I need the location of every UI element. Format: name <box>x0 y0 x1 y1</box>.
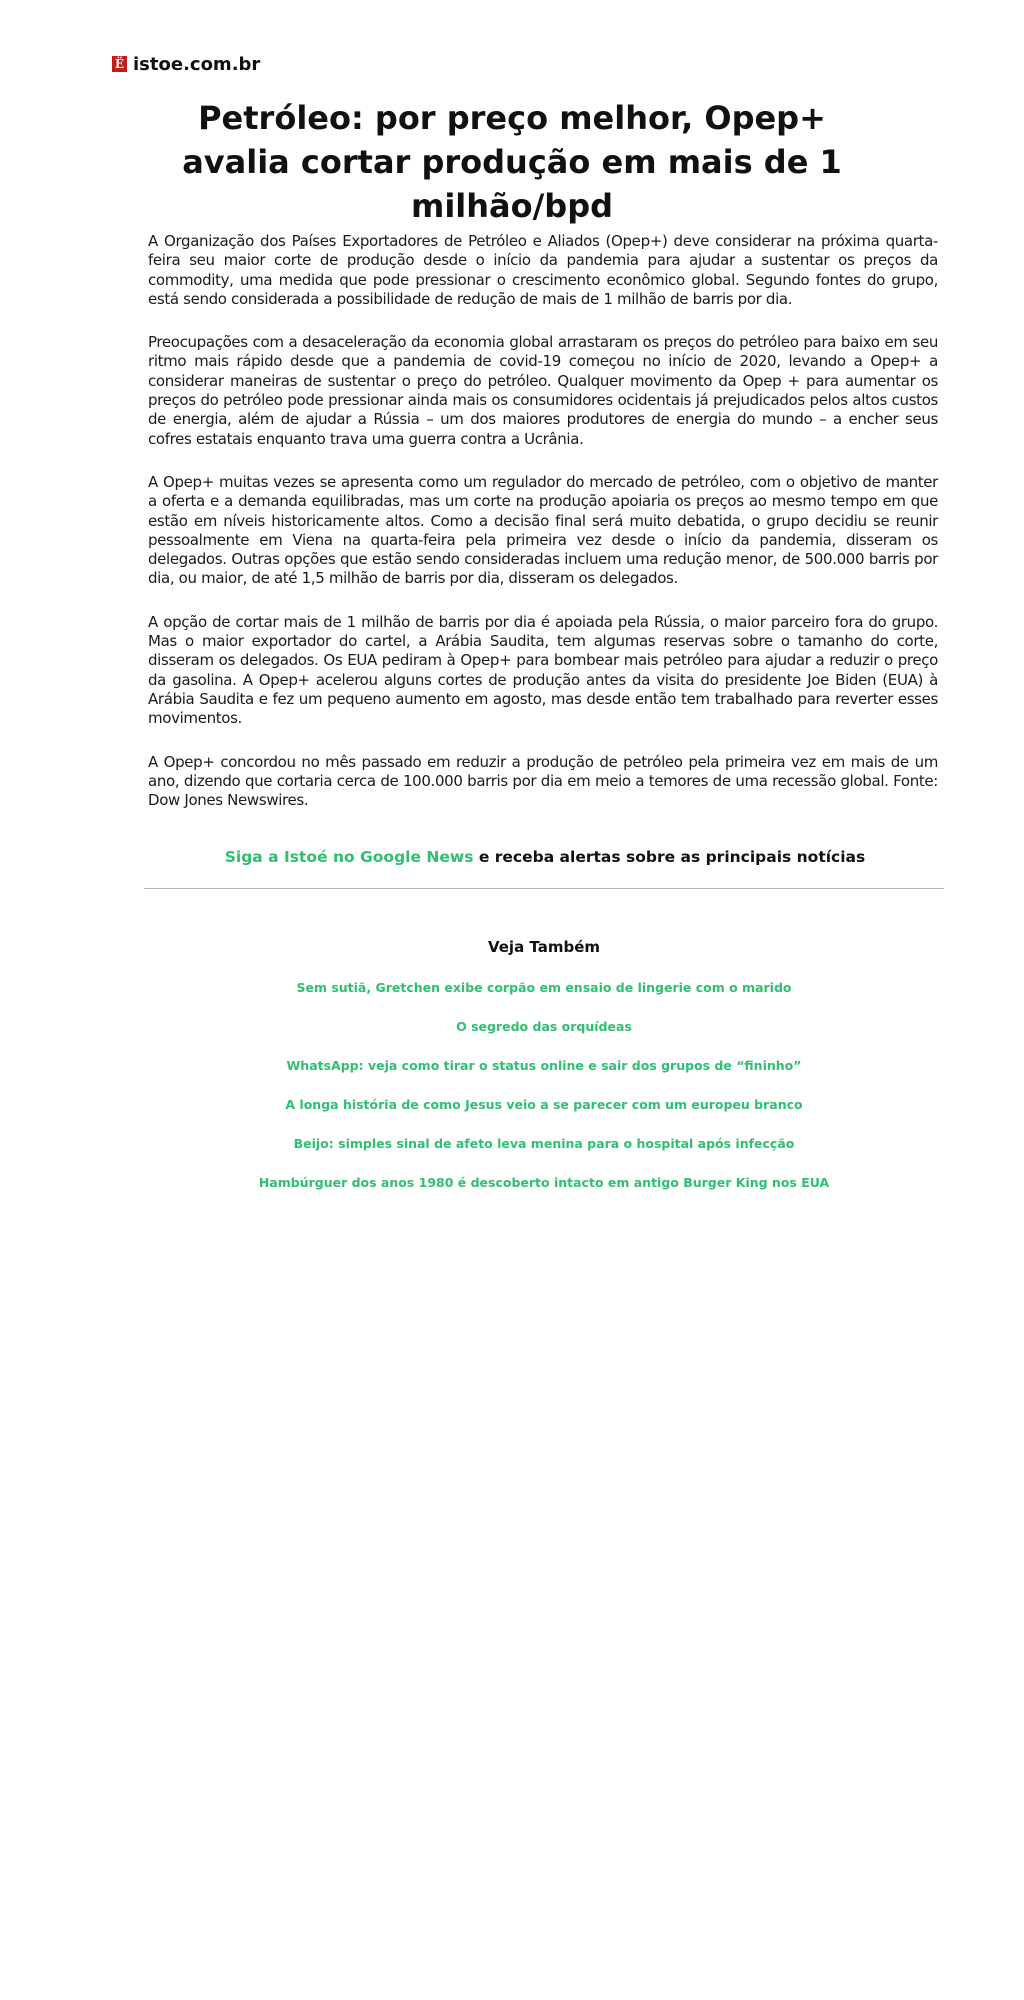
site-name-link[interactable]: istoe.com.br <box>133 53 261 75</box>
related-item <box>144 1174 944 1213</box>
article-paragraph: Preocupações com a desaceleração da economia global arrastaram os preços do petróleo para baixo em seu ritmo mais rápido desde que a pandemia de covid-19 começou no início de 2020, levando a Opep+ a considerar maneiras de sustentar o preço do petróleo. Qualquer movimento da Opep + para aumentar os preços do petróleo pode pressionar ainda mais os consumidores ocidentais já prejudicados pelos altos custos de energia, além de ajudar a Rússia – um dos maiores produtores de energia do mundo – a encher seus cofres estatais enquanto trava uma guerra contra a Ucrânia. <box>148 333 938 448</box>
article-body <box>148 232 938 834</box>
article-paragraph: A opção de cortar mais de 1 milhão de barris por dia é apoiada pela Rússia, o maior parceiro fora do grupo. Mas o maior exportador do cartel, a Arábia Saudita, tem algumas reservas sobre o tamanho do corte, disseram os delegados. Os EUA pediram à Opep+ para bombear mais petróleo para ajudar a reduzir o preço da gasolina. A Opep+ acelerou alguns cortes de produção antes da visita do presidente Joe Biden (EUA) à Arábia Saudita e fez um pequeno aumento em agosto, mas desde então tem trabalhado para reverter esses movimentos. <box>148 612 938 728</box>
related-item <box>144 1057 944 1096</box>
follow-rest-text: e receba alertas sobre as principais notícias <box>473 848 866 866</box>
related-link[interactable]: Sem sutiã, Gretchen exibe corpão em ensaio de lingerie com o marido <box>296 980 792 995</box>
article-paragraph: A Opep+ muitas vezes se apresenta como um regulador do mercado de petróleo, com o objetivo de manter a oferta e a demanda equilibradas, mas um corte na produção apoiaria os preços ao mesmo tempo em que estão em níveis historicamente altos. Como a decisão final será muito debatida, o grupo decidiu se reunir pessoalmente em Viena na quarta-feira pela primeira vez desde o início da pandemia, disseram os delegados. Outras opções que estão sendo consideradas incluem uma redução menor, de 500.000 barris por dia, ou maior, de até 1,5 milhão de barris por dia, disseram os delegados. <box>148 472 938 588</box>
related-item <box>144 1018 944 1057</box>
related-link[interactable]: Hambúrguer dos anos 1980 é descoberto intacto em antigo Burger King nos EUA <box>258 1175 830 1190</box>
related-link[interactable]: Beijo: simples sinal de afeto leva menina para o hospital após infecção <box>293 1136 795 1151</box>
related-item <box>144 1096 944 1135</box>
related-item <box>144 1135 944 1174</box>
article-paragraph: A Opep+ concordou no mês passado em reduzir a produção de petróleo pela primeira vez em mais de um ano, dizendo que cortaria cerca de 100.000 barris por dia em meio a temores de uma recessão global. Fonte: Dow Jones Newswires. <box>148 752 938 810</box>
google-news-follow-line <box>140 848 950 866</box>
page-title: Petróleo: por preço melhor, Opep+ avalia cortar produção em mais de 1 milhão/bpd <box>182 99 842 225</box>
site-header <box>112 52 260 76</box>
related-item <box>144 979 944 1018</box>
google-news-link[interactable]: Siga a Istoé no Google News <box>224 848 474 866</box>
related-link[interactable]: A longa história de como Jesus veio a se parecer com um europeu branco <box>285 1097 803 1112</box>
istoe-logo-icon[interactable]: Ë <box>112 56 127 72</box>
related-list <box>144 979 944 1213</box>
related-heading: Veja Também <box>487 938 601 956</box>
related-link[interactable]: O segredo das orquídeas <box>456 1019 632 1034</box>
section-divider <box>144 888 944 889</box>
article-paragraph: A Organização dos Países Exportadores de Petróleo e Aliados (Opep+) deve considerar na próxima quarta-feira seu maior corte de produção desde o início da pandemia para ajudar a sustentar os preços da commodity, uma medida que pode pressionar o crescimento econômico global. Segundo fontes do grupo, está sendo considerada a possibilidade de redução de mais de 1 milhão de barris por dia. <box>148 232 938 308</box>
related-link[interactable]: WhatsApp: veja como tirar o status online e sair dos grupos de “fininho” <box>286 1058 802 1073</box>
